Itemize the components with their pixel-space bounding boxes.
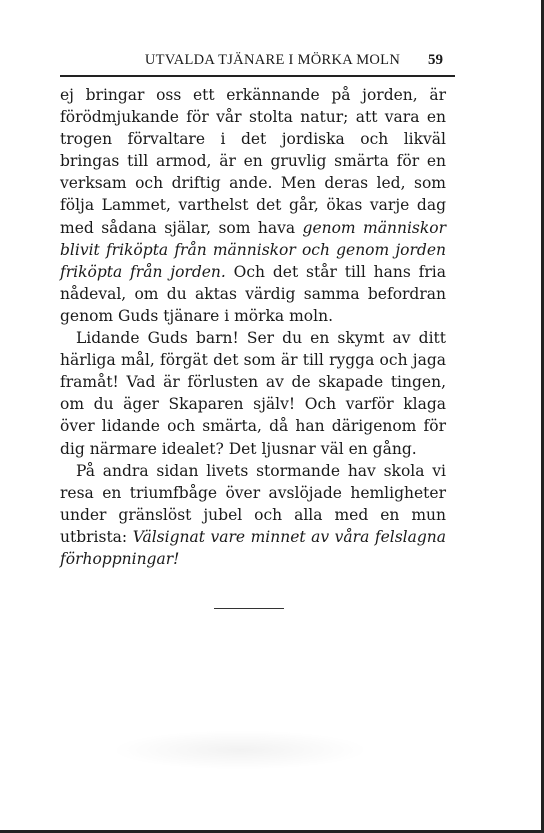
section-end-rule bbox=[214, 608, 284, 609]
paragraph-1-text-b: Och det står till hans fria nådeval, om du aktas värdig samma befordran genom Guds tjänare i mörka moln. bbox=[60, 262, 446, 325]
bleed-through-smudge bbox=[110, 730, 370, 770]
body-text bbox=[60, 84, 446, 570]
running-header: UTVALDA TJÄNARE I MÖRKA MOLN bbox=[144, 52, 401, 68]
paragraph-3-text: På andra sidan livets stormande hav skola vi resa en triumfbåge över avslöjade hemligheter under gränslöst jubel och alla med en mun utbrista: bbox=[60, 461, 446, 546]
paragraph-2: Lidande Guds barn! Ser du en skymt av ditt härliga mål, förgät det som är till rygga och jaga framåt! Vad är förlusten av de skapade tingen, om du äger Skaparen själv! Och varför klaga över lidande och smärta, då han därigenom för dig närmare idealet? Det ljusnar väl en gång. bbox=[60, 329, 446, 458]
paragraph-3 bbox=[60, 460, 446, 570]
paragraph-1 bbox=[60, 84, 446, 327]
page-number: 59 bbox=[428, 52, 443, 68]
paragraph-1-text-a: ej bringar oss ett erkännande på jorden, är förödmjukande för vår stolta natur; att vara en trogen förvaltare i det jordiska och likväl bringas till armod, är en gruvlig smärta för en verksam och driftig ande. Men deras led, som följa Lammet, varthelst det går, ökas varje dag med sådana själar, som hava bbox=[60, 86, 446, 237]
paragraph-1-italic: genom människor blivit friköpta från människor och genom jorden friköpta från jorden. bbox=[60, 218, 446, 281]
paragraph-3-italic: Välsignat vare minnet av våra felslagna förhoppningar! bbox=[60, 527, 446, 568]
header-rule bbox=[60, 75, 455, 77]
